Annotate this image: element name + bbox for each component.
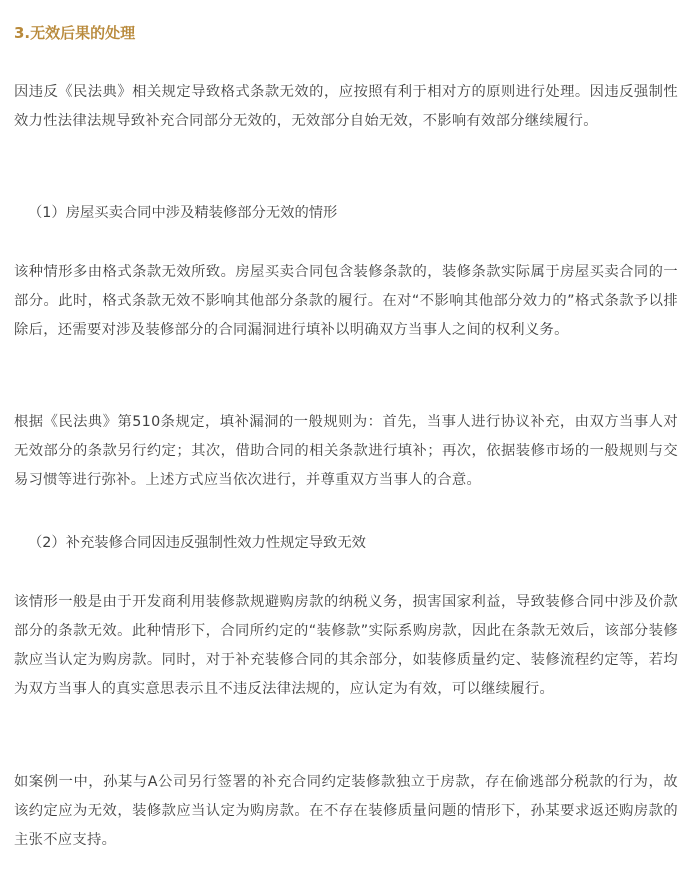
section-heading: 3.无效后果的处理 (14, 24, 136, 42)
paragraph-case-example: 如案例一中，孙某与A公司另行签署的补充合同约定装修款独立于房款，存在偷逃部分税款的行为，故该约定应为无效，装修款应当认定为购房款。在不存在装修质量问题的情形下，孙某要求返还购房款的主张不应支持。 (14, 774, 678, 848)
paragraph-invalid-consequence: 因违反《民法典》相关规定导致格式条款无效的，应按照有利于相对方的原则进行处理。因违反强制性效力性法律法规导致补充合同部分无效的，无效部分自始无效，不影响有效部分继续履行。 (14, 84, 678, 129)
paragraph-gap-filling: 根据《民法典》第510条规定，填补漏洞的一般规则为：首先，当事人进行协议补充，由双方当事人对无效部分的条款另行约定；其次，借助合同的相关条款进行填补；再次，依据装修市场的一般规则与交易习惯等进行弥补。上述方式应当依次进行，并尊重双方当事人的合意。 (14, 414, 678, 488)
paragraph-format-clause: 该种情形多由格式条款无效所致。房屋买卖合同包含装修条款的，装修条款实际属于房屋买卖合同的一部分。此时，格式条款无效不影响其他部分条款的履行。在对“不影响其他部分效力的”格式条款予以排除后，还需要对涉及装修部分的合同漏洞进行填补以明确双方当事人之间的权利义务。 (14, 264, 678, 338)
paragraph-tax-evasion: 该情形一般是由于开发商利用装修款规避购房款的纳税义务，损害国家利益，导致装修合同中涉及价款部分的条款无效。此种情形下，合同所约定的“装修款”实际系购房款，因此在条款无效后，该部分装修款应当认定为购房款。同时，对于补充装修合同的其余部分，如装修质量约定、装修流程约定等，若均为双方当事人的真实意思表示且不违反法律法规的，应认定为有效，可以继续履行。 (14, 594, 678, 697)
subheading-fine-decoration: （1）房屋买卖合同中涉及精装修部分无效的情形 (28, 205, 338, 221)
subheading-supplementary-contract: （2）补充装修合同因违反强制性效力性规定导致无效 (28, 535, 366, 551)
